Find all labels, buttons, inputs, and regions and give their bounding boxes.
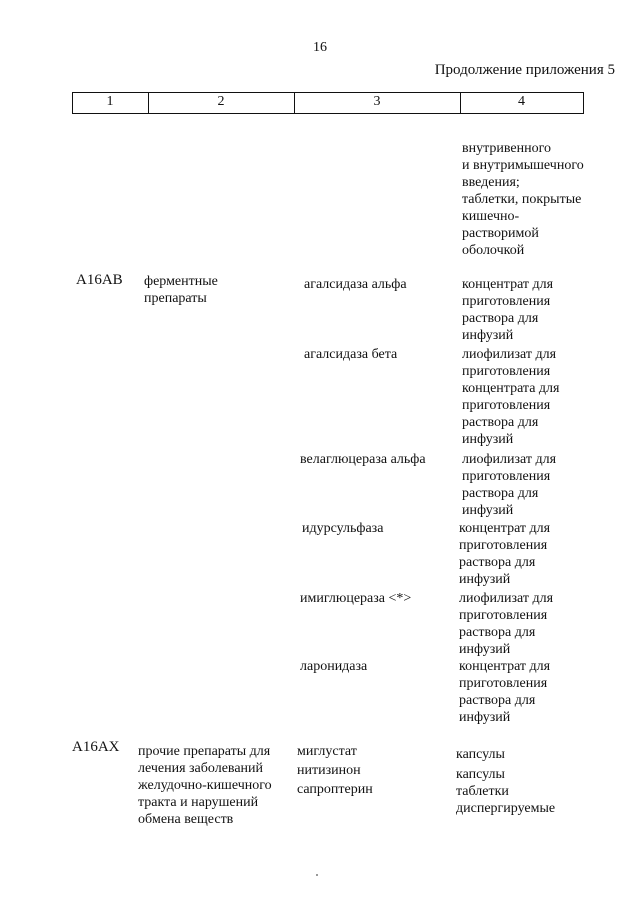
header-col-4: 4 (518, 94, 525, 109)
group-name: прочие препараты для лечения заболеваний желудочно-кишечного тракта и нарушений обмена веществ (138, 744, 272, 827)
table-header (72, 92, 584, 113)
dosage-form: лиофилизат для приготовления концентрата для приготовления раствора для инфузий (462, 347, 560, 447)
continued-form-text: внутривенного и внутримышечного введения; таблетки, покрытые кишечно- растворимой оболочкой (462, 141, 584, 258)
dosage-form: лиофилизат для приготовления раствора для инфузий (462, 452, 557, 518)
dosage-form: таблетки диспергируемые (456, 784, 556, 816)
drug-name: миглустат (297, 744, 357, 759)
dosage-form: капсулы (456, 747, 505, 762)
drug-name: агалсидаза альфа (304, 277, 407, 292)
drug-name: нитизинон (297, 763, 361, 778)
header-col-3: 3 (373, 94, 381, 109)
scan-speck (316, 874, 318, 876)
page-number: 16 (313, 40, 327, 55)
drug-name: идурсульфаза (302, 521, 384, 536)
dosage-form: концентрат для приготовления раствора для инфузий (462, 277, 554, 343)
group-name: ферментные препараты (144, 274, 218, 306)
dosage-form: концентрат для приготовления раствора для инфузий (459, 659, 551, 725)
drug-name: сапроптерин (297, 782, 373, 797)
header-col-2: 2 (217, 94, 225, 109)
atc-code: A16AB (76, 272, 123, 288)
header-divider (583, 92, 584, 114)
drug-name: агалсидаза бета (304, 347, 398, 362)
drug-name: ларонидаза (300, 659, 368, 674)
dosage-form: лиофилизат для приготовления раствора для инфузий (459, 591, 554, 657)
appendix-title: Продолжение приложения 5 (434, 62, 615, 78)
dosage-form: концентрат для приготовления раствора для инфузий (459, 521, 551, 587)
atc-code: A16AX (72, 739, 120, 755)
drug-name: имиглюцераза <*> (300, 591, 412, 606)
header-col-1: 1 (106, 94, 114, 109)
drug-name: велаглюцераза альфа (300, 452, 426, 467)
dosage-form: капсулы (456, 767, 505, 782)
